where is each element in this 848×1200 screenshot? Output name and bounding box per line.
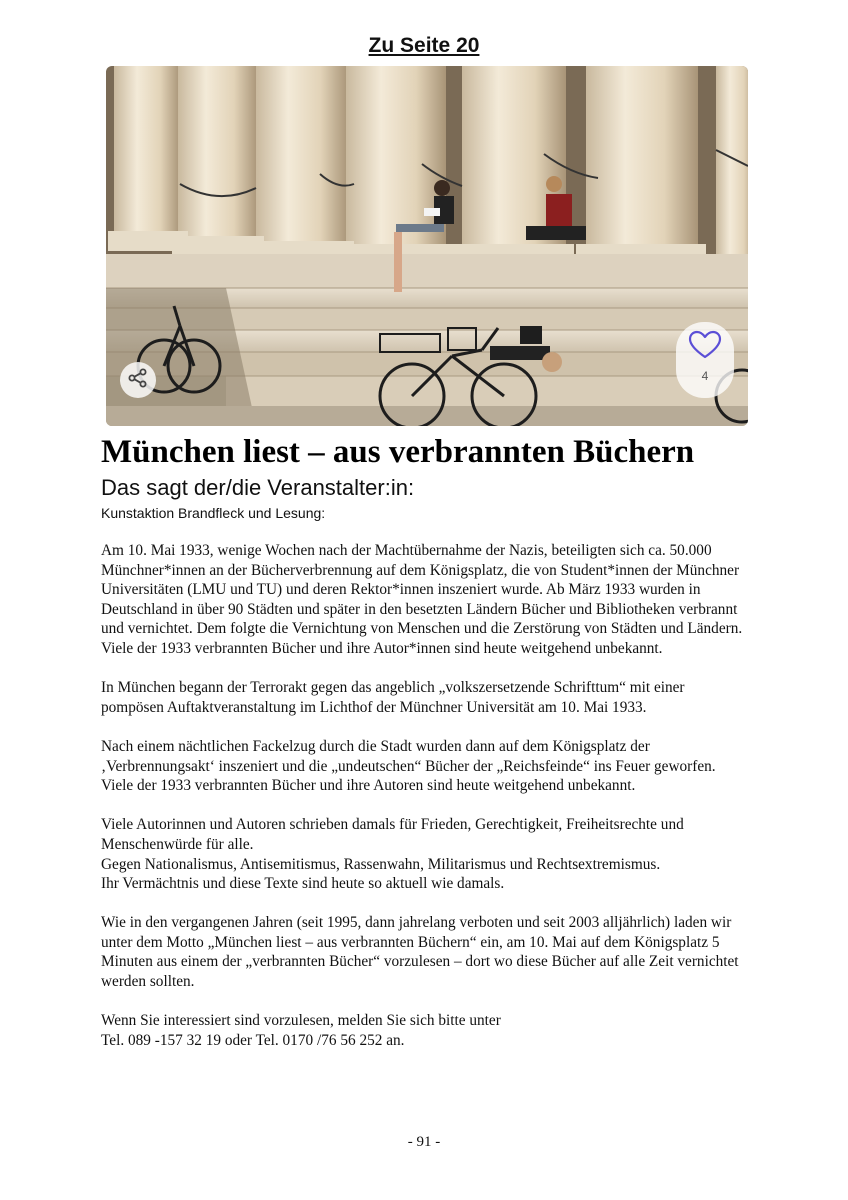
paragraph-line: Ihr Vermächtnis und diese Texte sind heute so aktuell wie damals. <box>101 875 505 893</box>
page-link[interactable]: Zu Seite 20 <box>368 34 480 57</box>
like-button[interactable] <box>676 322 734 398</box>
paragraph: Am 10. Mai 1933, wenige Wochen nach der Machtübernahme der Nazis, beteiligten sich ca. 50.000 Münchner*innen an der Bücherverbrennung auf dem Königsplatz, die von Student*innen der Münchner Universitäten (LMU und TU) und deren Rektor*innen inszeniert wurde. Ab März 1933 wurden in Deutschland in über 90 Städten und später in den besetzten Ländern Bücher und Bibliotheken verbrannt und vernichtet. Dem folgte die Vernichtung von Menschen und die Zerstörung von Städten und Ländern. Viele der 1933 verbrannten Bücher und ihre Autor*innen sind heute weitgehend unbekannt. <box>101 542 743 657</box>
paragraph: In München begann der Terrorakt gegen das angeblich „volkszersetzende Schrifttum“ mit einer pompösen Auftaktveranstaltung im Lichthof der Münchner Universität am 10. Mai 1933. <box>101 679 685 716</box>
page-number: - 91 - <box>407 1134 441 1150</box>
share-button[interactable] <box>120 362 156 398</box>
article-kicker: Kunstaktion Brandfleck und Lesung: <box>101 505 326 521</box>
contact-phones: Tel. 089 -157 32 19 oder Tel. 0170 /76 56 252 an. <box>101 1031 405 1049</box>
paragraph-line: Viele Autorinnen und Autoren schrieben damals für Frieden, Gerechtigkeit, Freiheitsrechte und Menschenwürde für alle. <box>101 816 684 853</box>
paragraph <box>101 815 751 893</box>
contact-paragraph <box>101 1011 751 1050</box>
like-count: 4 <box>701 369 709 383</box>
article-title: München liest – aus verbrannten Büchern <box>101 434 695 470</box>
share-icon <box>127 367 149 394</box>
paragraph-line: Wenn Sie interessiert sind vorzulesen, melden Sie sich bitte unter <box>101 1012 501 1030</box>
article-photo <box>106 66 748 426</box>
paragraph: Wie in den vergangenen Jahren (seit 1995, dann jahrelang verboten und seit 2003 alljährlich) laden wir unter dem Motto „München liest – aus verbrannten Büchern“ ein, am 10. Mai auf dem Königsplatz 5 Minuten aus einem der „verbrannten Bücher“ vorzulesen – dort wo diese Bücher auf alle Zeit vernichtet werden sollten. <box>101 914 739 991</box>
article-body <box>101 541 751 1070</box>
article-subtitle: Das sagt der/die Veranstalter:in: <box>101 475 415 500</box>
heart-icon <box>688 330 722 365</box>
paragraph: Nach einem nächtlichen Fackelzug durch die Stadt wurden dann auf dem Königsplatz der ‚Verbrennungsakt‘ inszeniert und die „undeutschen“ Bücher der „Reichsfeinde“ ins Feuer geworfen. Viele der 1933 verbrannten Bücher und ihre Autoren sind heute weitgehend unbekannt. <box>101 737 716 795</box>
paragraph-line: Gegen Nationalismus, Antisemitismus, Rassenwahn, Militarismus und Rechtsextremismus. <box>101 855 661 873</box>
